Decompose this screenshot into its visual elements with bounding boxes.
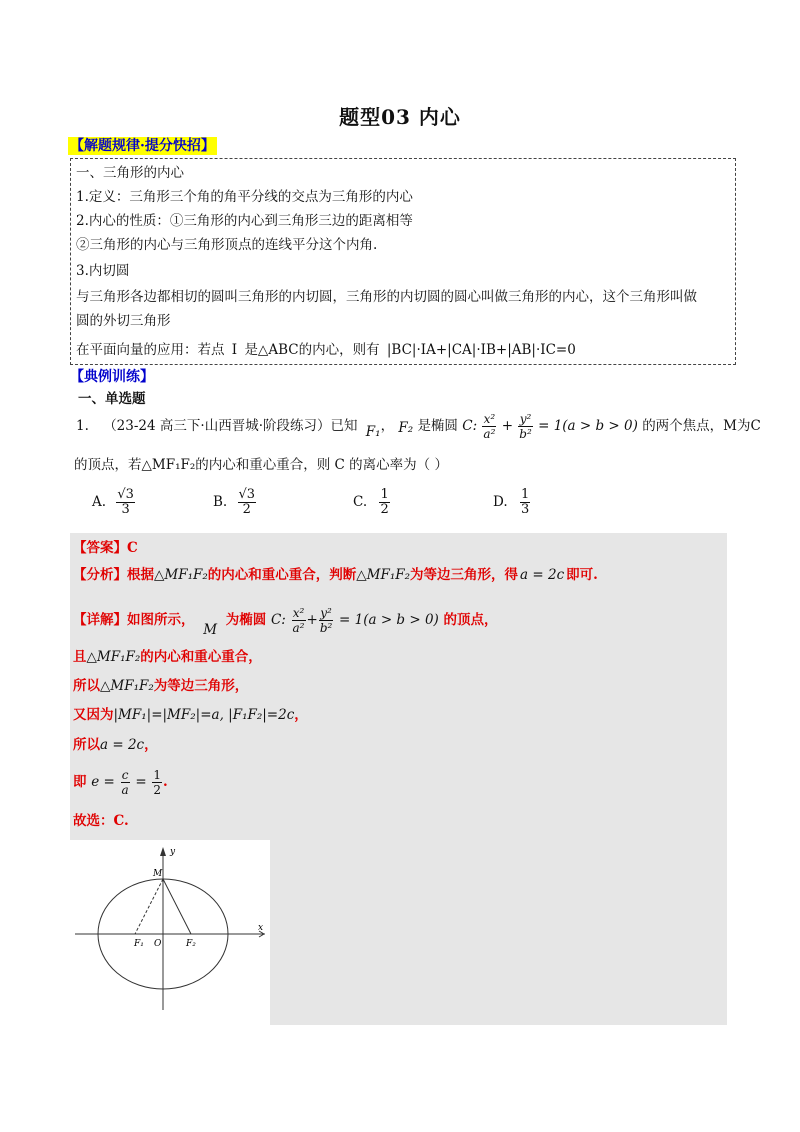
option-b-value: $\frac{√3}{2}$ bbox=[238, 487, 256, 517]
rules-incircle-line-1: 与三角形各边都相切的圆叫三角形的内切圆，三角形的内切圆的圆心叫做三角形的内心，这个三角形叫做 bbox=[76, 289, 697, 305]
detail-step-3 bbox=[73, 706, 308, 724]
vector-point: I bbox=[231, 342, 238, 358]
option-d-label: D. bbox=[493, 494, 508, 510]
analysis-conclusion: 为等边三角形，得 bbox=[410, 567, 519, 583]
step-2-text: 为等边三角形， bbox=[153, 678, 249, 694]
label-f1: F₁ bbox=[134, 939, 144, 949]
label-m: M bbox=[153, 869, 163, 879]
option-c-value: $\frac{1}{2}$ bbox=[380, 487, 389, 517]
rules-incircle-heading: 3.内切圆 bbox=[76, 263, 130, 279]
step-4-prefix: 所以 bbox=[73, 737, 100, 753]
section-subheading: 一、单选题 bbox=[78, 391, 146, 407]
detail-term-y: $\frac{\text{y²}}{\text{b²}}$ bbox=[319, 606, 333, 635]
detail-point-m: M bbox=[203, 622, 218, 638]
detail-term-x: $\frac{\text{x²}}{\text{a²}}$ bbox=[292, 606, 305, 635]
analysis-prefix: 【分析】根据 bbox=[73, 567, 154, 583]
page-title: 题型03 内心 bbox=[339, 105, 461, 129]
step-5-end: . bbox=[163, 774, 168, 790]
step-2-triangle: △MF₁F₂ bbox=[100, 678, 154, 694]
vector-mid: 是△ABC的内心，则有 bbox=[244, 342, 380, 358]
step-5-e: e = bbox=[91, 774, 115, 790]
step-4-end: ， bbox=[144, 737, 158, 753]
label-o: O bbox=[154, 939, 162, 949]
ellipse-figure bbox=[70, 840, 270, 1025]
section-tag-examples: 【典例训练】 bbox=[70, 369, 154, 385]
segment-m-f2 bbox=[163, 879, 191, 934]
detail-step-1 bbox=[73, 648, 262, 666]
analysis-triangle-2: △MF₁F₂ bbox=[356, 567, 411, 583]
option-b[interactable] bbox=[213, 488, 257, 517]
step-2-prefix: 所以 bbox=[73, 678, 100, 694]
y-axis-arrow bbox=[160, 847, 166, 856]
question-tail: 的两个焦点，M为C bbox=[642, 418, 761, 434]
ellipse-condition: = 1(a > b > 0) bbox=[538, 418, 638, 434]
detail-step-2 bbox=[73, 677, 248, 695]
detail-end: 的顶点， bbox=[443, 612, 498, 628]
label-y: y bbox=[170, 847, 176, 857]
question-line-1: 1. （23-24 高三下·山西晋城·阶段练习）已知 F₁， F₂ 是椭圆 C: $\frac{\text{x²}}{\text{a²}}$ + $\frac{\text{y²}}{\text{b²}}$ = 1(a > b > 0) 的两个焦点，M为C bbox=[76, 412, 761, 441]
step-3-equation: |MF₁|=|MF₂|=a, |F₁F₂|=2c bbox=[113, 707, 295, 723]
step-5-equals: = bbox=[135, 774, 147, 790]
rules-heading: 一、三角形的内心 bbox=[76, 165, 184, 181]
label-f2: F₂ bbox=[186, 939, 196, 949]
ellipse-term-x: $\frac{\text{x²}}{\text{a²}}$ bbox=[483, 412, 496, 441]
detail-line: 【详解】如图所示， M 为椭圆 C: $\frac{\text{x²}}{\text{a²}}$ + $\frac{\text{y²}}{\text{b²}}$ = 1(a > b > 0) 的顶点， bbox=[73, 606, 498, 638]
option-a[interactable] bbox=[92, 488, 136, 517]
rules-property-1: 2.内心的性质：①三角形的内心到三角形三边的距离相等 bbox=[76, 213, 413, 229]
question-source: （23-24 高三下·山西晋城·阶段练习）已知 bbox=[103, 418, 358, 434]
option-d[interactable] bbox=[493, 488, 531, 517]
rules-incircle-line-2: 圆的外切三角形 bbox=[76, 313, 171, 329]
step-5-prefix: 即 bbox=[73, 774, 87, 790]
label-x: x bbox=[258, 923, 264, 933]
detail-step-5 bbox=[73, 768, 168, 797]
analysis-triangle-1: △MF₁F₂ bbox=[154, 567, 208, 583]
rules-property-2: ②三角形的内心与三角形顶点的连线平分这个内角. bbox=[76, 237, 378, 253]
analysis-mid: 的内心和重心重合，判断 bbox=[207, 567, 357, 583]
vector-formula: |BC|·IA+|CA|·IB+|AB|·IC=0 bbox=[386, 342, 576, 358]
question-comma: ， bbox=[380, 418, 395, 434]
focus-f2: F₂ bbox=[398, 420, 414, 436]
analysis-equation: a = 2c bbox=[520, 567, 565, 583]
option-b-label: B. bbox=[213, 494, 228, 510]
detail-ellipse-text: 为椭圆 bbox=[225, 612, 267, 628]
detail-prefix: 【详解】如图所示， bbox=[73, 612, 195, 628]
step-3-end: ， bbox=[294, 707, 308, 723]
step-1-triangle: △MF₁F₂ bbox=[86, 649, 141, 665]
step-1-text: 的内心和重心重合， bbox=[140, 649, 262, 665]
step-4-equation: a = 2c bbox=[100, 737, 145, 753]
step-5-frac-ca: $\frac{c}{a}$ bbox=[121, 768, 129, 797]
option-d-value: $\frac{1}{3}$ bbox=[520, 487, 530, 517]
option-a-label: A. bbox=[92, 494, 107, 510]
answer-line: 【答案】C bbox=[73, 540, 138, 556]
option-c[interactable] bbox=[353, 488, 391, 517]
question-is-ellipse: 是椭圆 bbox=[417, 418, 458, 434]
detail-step-4 bbox=[73, 736, 158, 754]
focus-f1: F₁ bbox=[365, 424, 381, 440]
detail-ellipse-name: C: bbox=[270, 612, 286, 628]
option-c-label: C. bbox=[353, 494, 368, 510]
ellipse-name: C: bbox=[462, 418, 478, 434]
detail-condition: = 1(a > b > 0) bbox=[339, 612, 439, 628]
vector-prefix: 在平面向量的应用：若点 bbox=[76, 342, 225, 358]
analysis-line bbox=[73, 566, 598, 584]
question-number: 1. bbox=[76, 418, 89, 434]
option-a-value: $\frac{√3}{3}$ bbox=[117, 487, 134, 517]
analysis-end: 即可. bbox=[566, 567, 598, 583]
rules-definition: 1.定义：三角形三个角的角平分线的交点为三角形的内心 bbox=[76, 189, 413, 205]
step-5-frac-half: $\frac{1}{2}$ bbox=[153, 768, 162, 797]
rules-vector-line bbox=[76, 341, 576, 359]
step-1-prefix: 且 bbox=[73, 649, 87, 665]
ellipse-term-y: $\frac{\text{y²}}{\text{b²}}$ bbox=[519, 412, 532, 441]
section-tag-rules: 【解题规律·提分快招】 bbox=[70, 138, 215, 154]
segment-m-f1 bbox=[135, 879, 163, 934]
choose-line: 故选：C. bbox=[73, 813, 129, 829]
step-3-prefix: 又因为 bbox=[73, 707, 114, 723]
question-line-2: 的顶点，若△MF₁F₂的内心和重心重合，则 C 的离心率为（ ） bbox=[74, 457, 448, 473]
